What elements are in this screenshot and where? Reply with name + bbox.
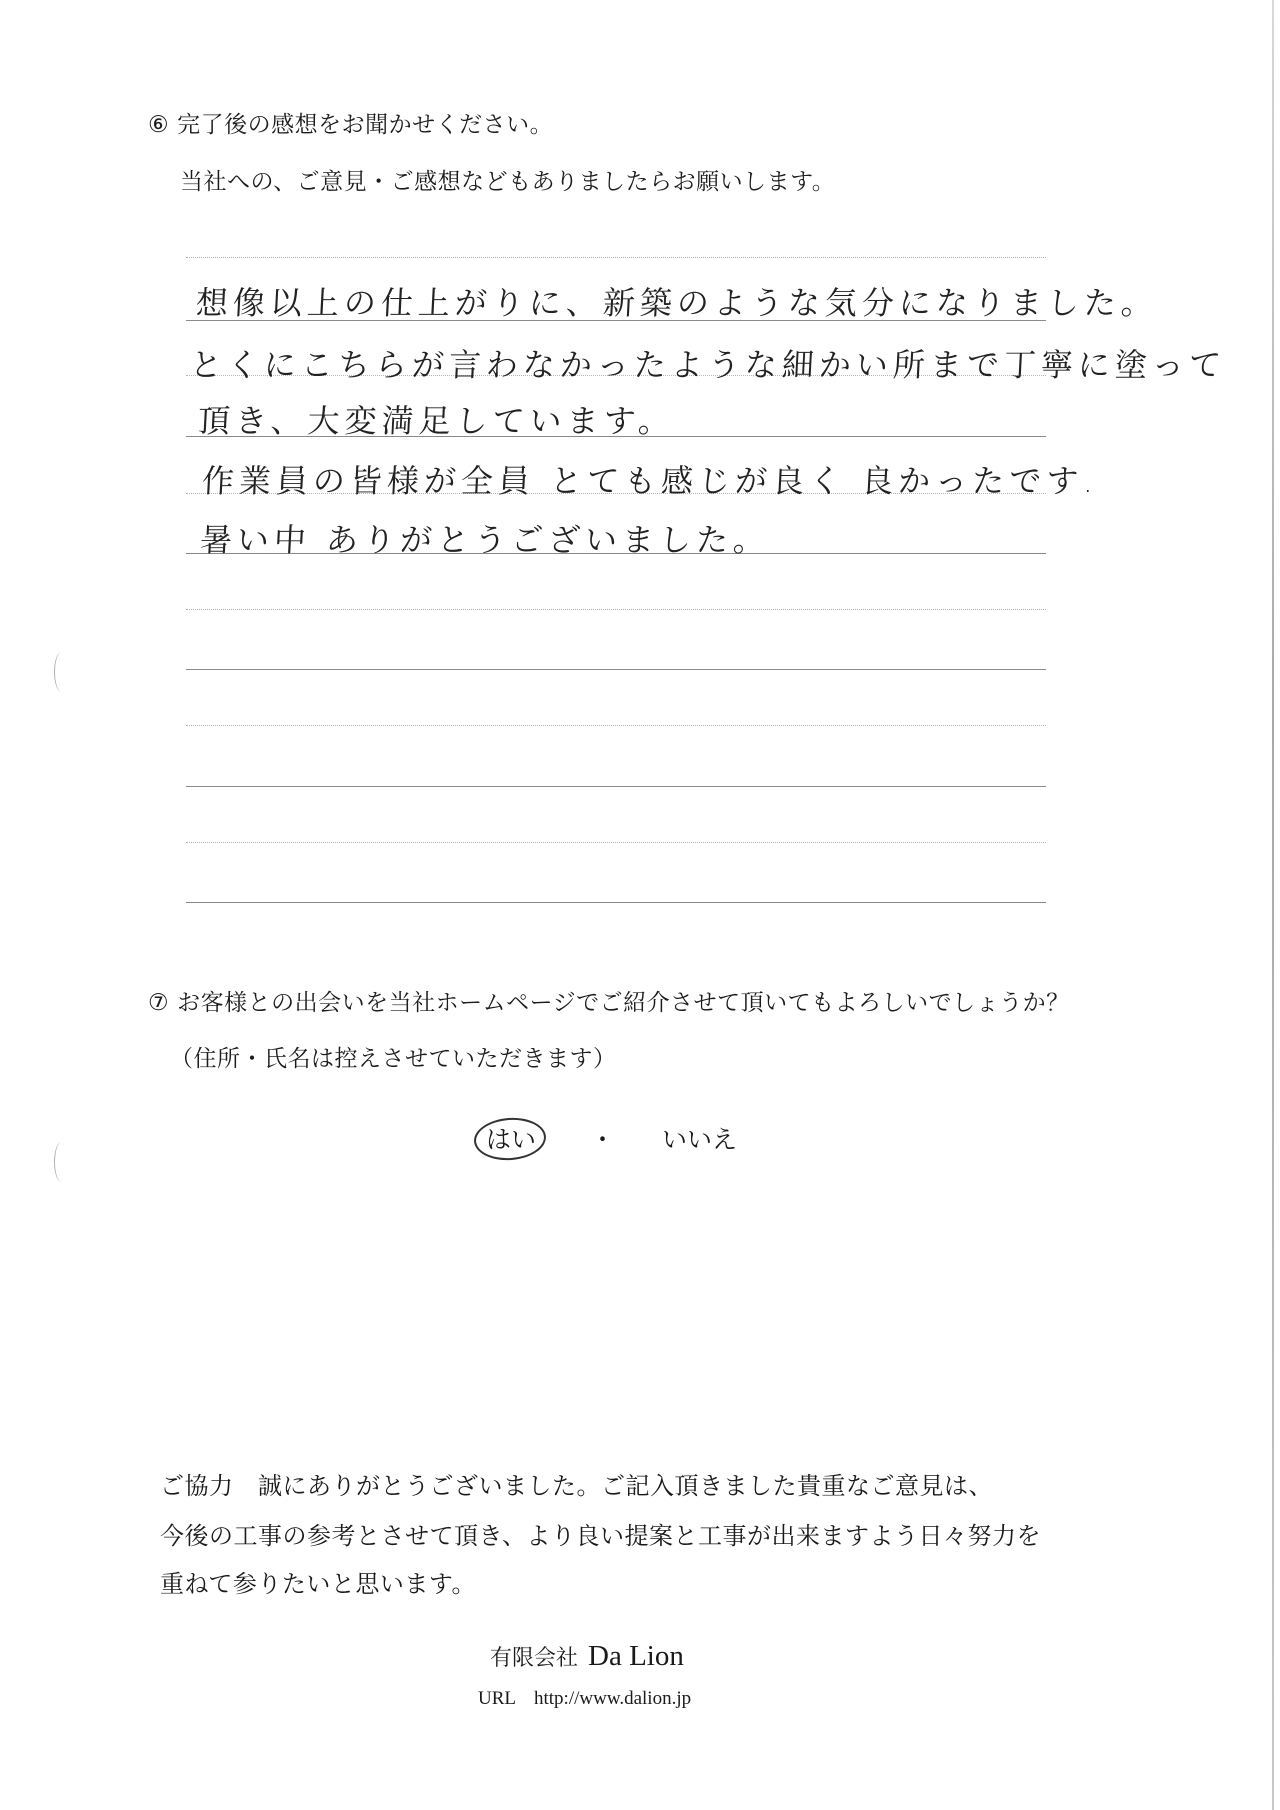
ruled-line <box>186 786 1046 787</box>
ruled-line <box>186 609 1046 610</box>
question-7 <box>148 984 1070 1017</box>
url-value: http://www.dalion.jp <box>534 1688 692 1709</box>
choice-separator: ・ <box>590 1125 616 1154</box>
question-6 <box>148 106 553 139</box>
ruled-line <box>186 902 1046 903</box>
scan-mark <box>54 652 69 692</box>
question-text: 完了後の感想をお聞かせください。 <box>177 112 554 138</box>
handwritten-answer-line: 暑い中 ありがとうございました。 <box>198 521 772 559</box>
page-edge <box>1272 0 1274 1810</box>
closing-line: 重ねて参りたいと思います。 <box>160 1570 476 1598</box>
company-prefix: 有限会社 <box>490 1646 579 1671</box>
company-url <box>478 1688 691 1710</box>
closing-line: ご協力 誠にありがとうございました。ご記入頂きました貴重なご意見は、 <box>160 1472 993 1500</box>
ruled-line <box>186 669 1046 670</box>
question-6-subtext: 当社への、ご意見・ご感想などもありましたらお願いします。 <box>180 169 836 195</box>
handwritten-answer-line: 作業員の皆様が全員 とても感じが良く 良かったです. <box>200 462 1100 500</box>
url-label: URL <box>478 1688 516 1709</box>
ruled-line <box>186 842 1046 843</box>
closing-line: 今後の工事の参考とさせて頂き、より良い提案と工事が出来ますよう日々努力を <box>160 1522 1042 1550</box>
ruled-line <box>186 725 1046 726</box>
question-7-subtext: （住所・氏名は控えさせていただきます） <box>170 1046 617 1072</box>
question-number: ⑥ <box>148 112 170 138</box>
choice-no: いいえ <box>662 1125 738 1154</box>
scan-mark <box>54 1142 69 1182</box>
handwritten-answer-line: 想像以上の仕上がりに、新築のような気分になりました。 <box>194 284 1159 322</box>
choice-yes: はい <box>486 1125 537 1154</box>
company-name <box>490 1640 684 1673</box>
question-text: お客様との出会いを当社ホームページでご紹介させて頂いてもよろしいでしょうか？ <box>177 990 1070 1016</box>
handwritten-answer-line: 頂き、大変満足しています。 <box>196 402 677 440</box>
handwritten-answer-line: とくにこちらが言わなかったような細かい所まで丁寧に塗って <box>188 346 1227 384</box>
selected-circle-mark <box>473 1116 548 1163</box>
ruled-line <box>186 257 1046 258</box>
company-brand: Da Lion <box>588 1640 684 1672</box>
question-number: ⑦ <box>148 990 170 1016</box>
